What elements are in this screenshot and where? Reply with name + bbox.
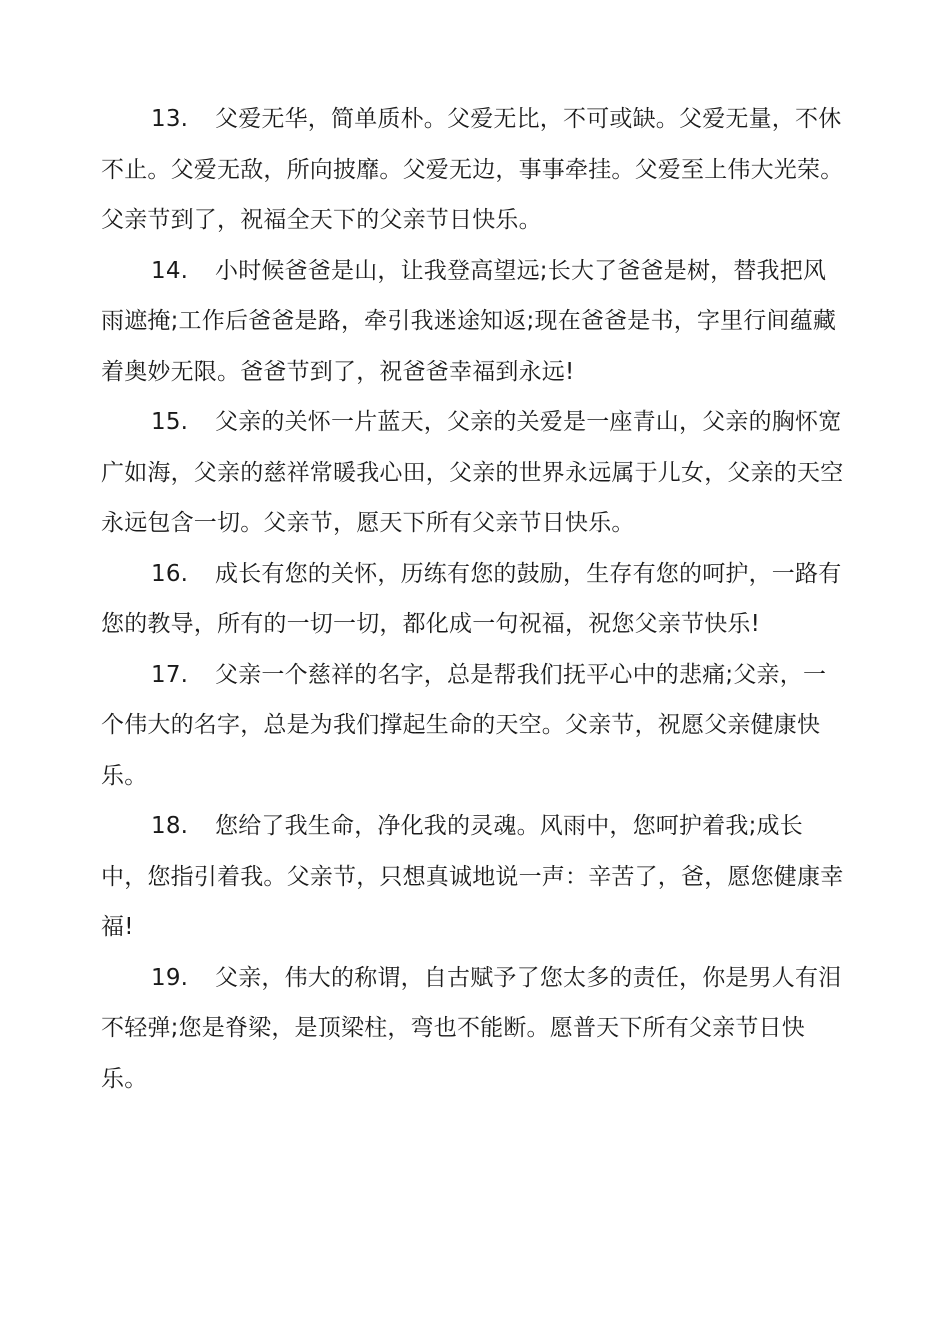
- paragraph-text: 成长有您的关怀，历练有您的鼓励，生存有您的呵护，一路有您的教导，所有的一切一切，都化成一句祝福，祝您父亲节快乐!: [101, 560, 842, 637]
- paragraph-16: [101, 549, 846, 650]
- paragraph-text: 父亲，伟大的称谓，自古赋予了您太多的责任，你是男人有泪不轻弹;您是脊梁，是顶梁柱，弯也不能断。愿普天下所有父亲节日快乐。: [101, 964, 842, 1092]
- paragraph-number: 17.: [151, 661, 189, 688]
- paragraph-17: [101, 650, 846, 802]
- paragraph-number: 19.: [151, 964, 189, 991]
- paragraph-18: [101, 801, 846, 953]
- paragraph-number: 15.: [151, 409, 189, 435]
- document-body: [101, 94, 846, 1104]
- paragraph-15: [101, 397, 846, 549]
- paragraph-number: 13.: [151, 106, 189, 132]
- paragraph-text: 小时候爸爸是山，让我登高望远;长大了爸爸是树，替我把风雨遮掩;工作后爸爸是路，牵引我迷途知返;现在爸爸是书，字里行间蕴藏着奥妙无限。爸爸节到了，祝爸爸幸福到永远!: [101, 257, 837, 385]
- paragraph-text: 父亲一个慈祥的名字，总是帮我们抚平心中的悲痛;父亲，一个伟大的名字，总是为我们撑起生命的天空。父亲节，祝愿父亲健康快乐。: [101, 661, 827, 789]
- paragraph-13: [101, 94, 846, 246]
- paragraph-19: [101, 953, 846, 1105]
- paragraph-number: 16.: [151, 560, 189, 587]
- paragraph-14: [101, 246, 846, 398]
- paragraph-number: 18.: [151, 813, 189, 839]
- paragraph-text: 您给了我生命，净化我的灵魂。风雨中，您呵护着我;成长中，您指引着我。父亲节，只想真诚地说一声：辛苦了，爸，愿您健康幸福!: [101, 813, 844, 940]
- paragraph-text: 父爱无华，简单质朴。父爱无比，不可或缺。父爱无量，不休不止。父爱无敌，所向披靡。父爱无边，事事牵挂。父爱至上伟大光荣。父亲节到了，祝福全天下的父亲节日快乐。: [101, 106, 844, 233]
- paragraph-number: 14.: [151, 257, 189, 284]
- paragraph-text: 父亲的关怀一片蓝天，父亲的关爱是一座青山，父亲的胸怀宽广如海，父亲的慈祥常暖我心田，父亲的世界永远属于儿女，父亲的天空永远包含一切。父亲节，愿天下所有父亲节日快乐。: [101, 409, 844, 536]
